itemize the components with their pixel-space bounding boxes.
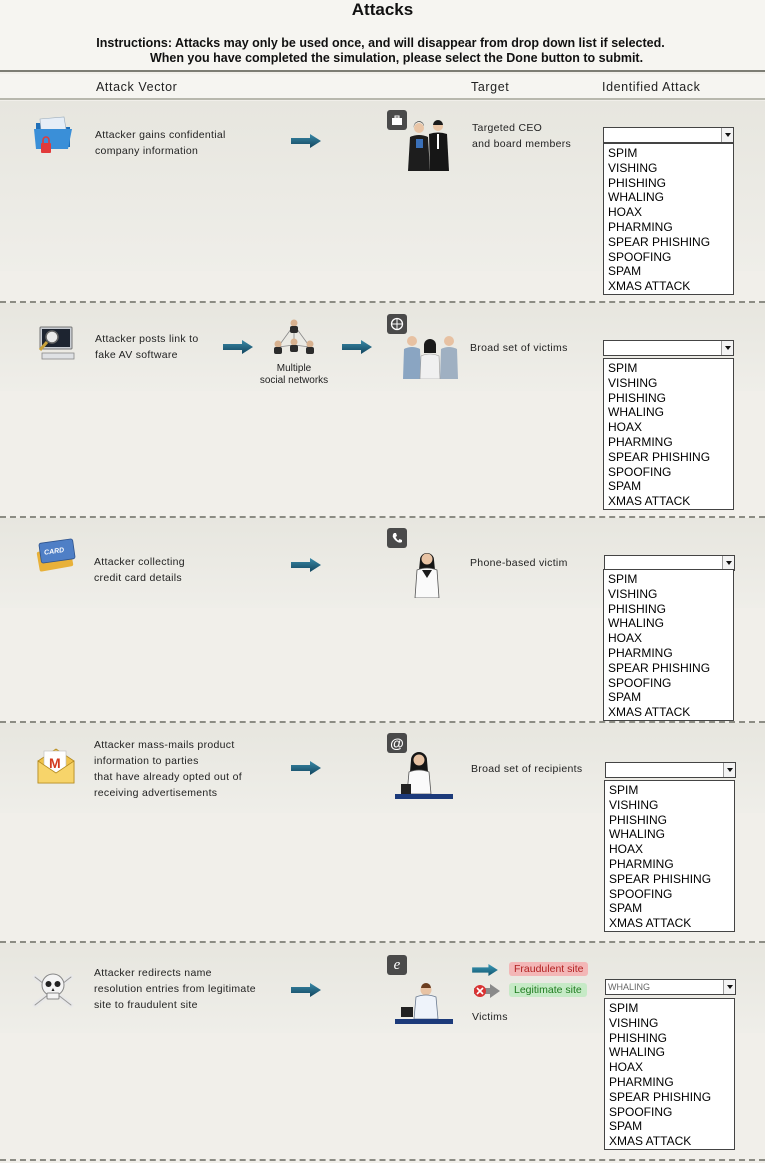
attack-row-3	[0, 518, 765, 723]
option-spear-phishing[interactable]: SPEAR PHISHING	[609, 1089, 712, 1104]
option-pharming[interactable]: PHARMING	[608, 434, 673, 449]
arrow-right-icon	[291, 761, 321, 775]
mail-envelope-icon	[34, 743, 78, 787]
svg-text:M: M	[49, 755, 61, 771]
option-hoax[interactable]: HOAX	[609, 1060, 644, 1075]
phone-victim-icon	[412, 548, 442, 598]
option-spoofing[interactable]: SPOOFING	[609, 1104, 673, 1119]
option-spim[interactable]: SPIM	[608, 572, 638, 586]
option-spoofing[interactable]: SPOOFING	[608, 464, 672, 479]
card-label: CARD	[43, 547, 65, 557]
victims-label: Victims	[472, 1011, 508, 1023]
page-title: Attacks	[351, 0, 414, 19]
attack-row-4	[0, 723, 765, 943]
attack-row-5	[0, 943, 765, 1161]
option-pharming[interactable]: PHARMING	[609, 1074, 674, 1089]
page-header	[0, 0, 765, 72]
option-vishing[interactable]: VISHING	[609, 797, 659, 812]
option-hoax[interactable]: HOAX	[608, 205, 643, 220]
option-spam[interactable]: SPAM	[608, 264, 642, 279]
chevron-down-icon[interactable]	[722, 556, 734, 570]
option-spam[interactable]: SPAM	[608, 690, 642, 705]
option-whaling[interactable]: WHALING	[608, 405, 665, 420]
option-spear-phishing[interactable]: SPEAR PHISHING	[608, 234, 711, 249]
option-spim[interactable]: SPIM	[609, 783, 639, 797]
computer-magnifier-icon	[34, 323, 78, 367]
credit-card-icon	[34, 535, 78, 579]
arrow-right-icon	[472, 964, 498, 976]
attack-options-list[interactable]	[604, 780, 735, 932]
column-header-row	[0, 74, 765, 100]
option-phishing[interactable]: PHISHING	[608, 390, 667, 405]
option-whaling[interactable]: WHALING	[609, 1045, 666, 1060]
browser-e-icon: e	[387, 955, 407, 975]
option-spear-phishing[interactable]: SPEAR PHISHING	[609, 871, 712, 886]
vector-description: Attacker collecting credit card details	[94, 556, 185, 584]
identified-attack-select[interactable]	[605, 979, 736, 995]
instructions-line-1: Instructions: Attacks may only be used once, and will disappear from drop down list if selected.	[96, 36, 665, 50]
chevron-down-icon[interactable]	[721, 128, 733, 142]
folder-lock-icon	[32, 113, 76, 157]
option-hoax[interactable]: HOAX	[609, 842, 644, 857]
attack-row-2	[0, 303, 765, 518]
option-xmas-attack[interactable]: XMAS ATTACK	[608, 279, 691, 294]
fraudulent-site-label: Fraudulent site	[509, 962, 588, 976]
option-whaling[interactable]: WHALING	[609, 827, 666, 842]
attack-options-list[interactable]	[604, 998, 735, 1150]
arrow-right-icon	[342, 340, 372, 354]
attack-options-list[interactable]	[603, 143, 734, 295]
option-spam[interactable]: SPAM	[608, 479, 642, 494]
victims-group-icon	[400, 333, 462, 379]
vector-description: Attacker gains confidential company information	[95, 129, 226, 157]
option-spim[interactable]: SPIM	[608, 361, 638, 375]
option-vishing[interactable]: VISHING	[608, 375, 658, 390]
option-xmas-attack[interactable]: XMAS ATTACK	[609, 1134, 692, 1149]
option-phishing[interactable]: PHISHING	[609, 812, 668, 827]
chevron-down-icon[interactable]	[723, 980, 735, 994]
option-whaling[interactable]: WHALING	[608, 190, 665, 205]
option-phishing[interactable]: PHISHING	[609, 1030, 668, 1045]
blocked-arrow-icon	[472, 984, 500, 998]
option-spoofing[interactable]: SPOOFING	[608, 675, 672, 690]
ceo-board-people-icon	[404, 119, 454, 171]
option-spoofing[interactable]: SPOOFING	[608, 249, 672, 264]
vector-description: Attacker posts link to fake AV software	[95, 333, 199, 361]
option-xmas-attack[interactable]: XMAS ATTACK	[609, 916, 692, 931]
attack-row-1	[0, 101, 765, 303]
option-xmas-attack[interactable]: XMAS ATTACK	[608, 494, 691, 509]
social-network-icon	[268, 317, 320, 361]
target-description: Broad set of victims	[470, 342, 568, 354]
target-description: Broad set of recipients	[471, 763, 583, 775]
column-identified-attack: Identified Attack	[602, 80, 701, 94]
chevron-down-icon[interactable]	[723, 763, 735, 777]
column-attack-vector: Attack Vector	[96, 80, 178, 94]
attack-options-list[interactable]	[603, 569, 734, 721]
phone-icon	[387, 528, 407, 548]
attack-options-list[interactable]	[603, 358, 734, 510]
option-whaling[interactable]: WHALING	[608, 616, 665, 631]
at-sign-icon: @	[387, 733, 407, 753]
email-recipient-icon	[393, 748, 453, 800]
option-spear-phishing[interactable]: SPEAR PHISHING	[608, 449, 711, 464]
option-pharming[interactable]: PHARMING	[608, 645, 673, 660]
target-description: Phone-based victim	[470, 557, 568, 569]
option-spear-phishing[interactable]: SPEAR PHISHING	[608, 660, 711, 675]
selected-value: WHALING	[608, 982, 651, 992]
skull-crossbones-icon	[29, 965, 77, 1013]
identified-attack-select[interactable]	[603, 127, 734, 143]
option-spam[interactable]: SPAM	[609, 1119, 643, 1134]
option-hoax[interactable]: HOAX	[608, 420, 643, 435]
option-phishing[interactable]: PHISHING	[608, 601, 667, 616]
intermediate-label: Multiple social networks	[259, 363, 329, 386]
option-vishing[interactable]: VISHING	[608, 586, 658, 601]
option-vishing[interactable]: VISHING	[609, 1015, 659, 1030]
arrow-right-icon	[223, 340, 253, 354]
option-pharming[interactable]: PHARMING	[609, 856, 674, 871]
instructions-line-2: When you have completed the simulation, please select the Done button to submit.	[149, 51, 644, 65]
arrow-right-icon	[291, 983, 321, 997]
column-target: Target	[471, 80, 510, 94]
identified-attack-select[interactable]	[605, 762, 736, 778]
arrow-right-icon	[291, 134, 321, 148]
option-spim[interactable]: SPIM	[609, 1001, 639, 1015]
option-phishing[interactable]: PHISHING	[608, 175, 667, 190]
option-vishing[interactable]: VISHING	[608, 160, 658, 175]
vector-description: Attacker redirects name resolution entries from legitimate site to fraudulent site	[94, 967, 256, 1011]
legitimate-site-label: Legitimate site	[509, 983, 587, 997]
option-spim[interactable]: SPIM	[608, 146, 638, 160]
chevron-down-icon[interactable]	[721, 341, 733, 355]
identified-attack-select[interactable]	[603, 340, 734, 356]
option-spoofing[interactable]: SPOOFING	[609, 886, 673, 901]
option-xmas-attack[interactable]: XMAS ATTACK	[608, 705, 691, 720]
vector-description: Attacker mass-mails product information to parties that have already opted out of receiving advertisements	[94, 739, 242, 799]
victim-at-desk-icon	[393, 983, 453, 1025]
option-hoax[interactable]: HOAX	[608, 631, 643, 646]
target-description: Targeted CEO and board members	[472, 122, 572, 150]
option-pharming[interactable]: PHARMING	[608, 219, 673, 234]
globe-icon	[387, 314, 407, 334]
option-spam[interactable]: SPAM	[609, 901, 643, 916]
arrow-right-icon	[291, 558, 321, 572]
